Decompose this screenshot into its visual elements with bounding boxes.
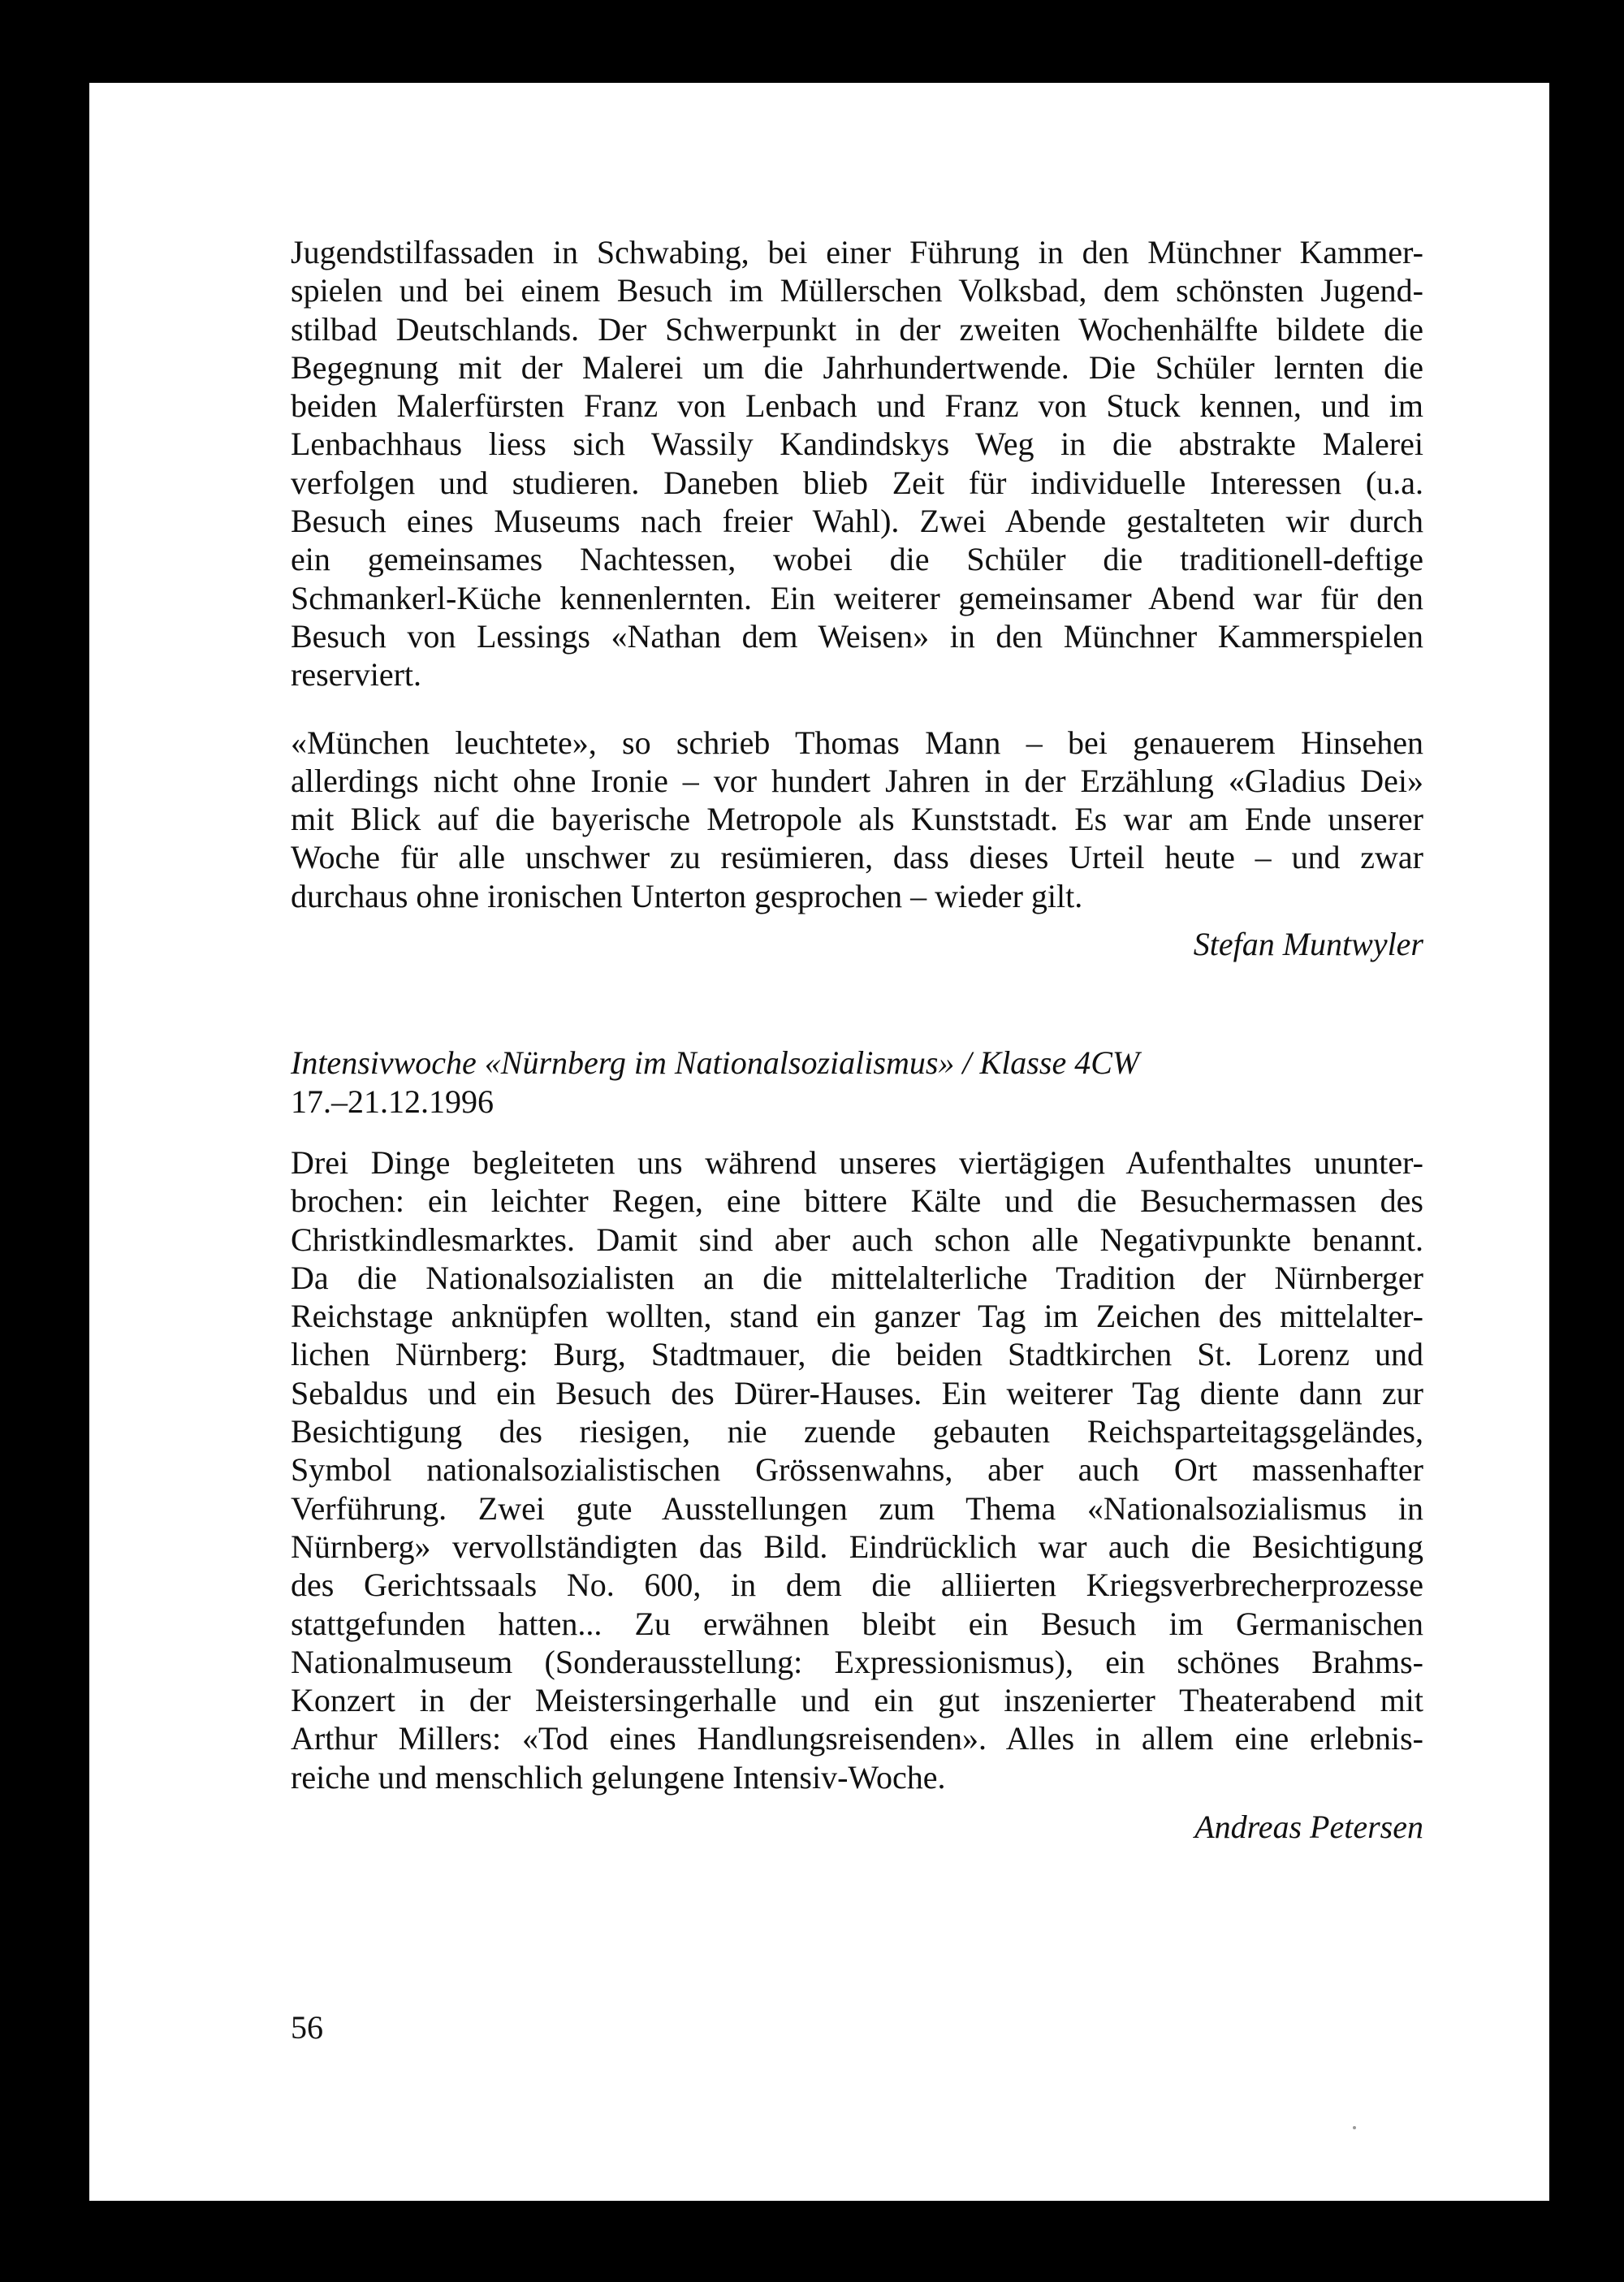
text-line: Lenbachhaus liess sich Wassily Kandindskys Weg in die abstrakte Malerei <box>291 426 1423 463</box>
text-line: Besuch eines Museums nach freier Wahl). Zwei Abende gestalteten wir durch <box>291 503 1423 540</box>
text-line: ein gemeinsames Nachtessen, wobei die Schüler die traditionell-deftige <box>291 541 1423 578</box>
text-line: Schmankerl-Küche kennenlernten. Ein weiterer gemeinsamer Abend war für den <box>291 579 1423 616</box>
page-content <box>291 233 1423 1846</box>
section-date: 17.–21.12.1996 <box>291 1083 494 1120</box>
text-line: Jugendstilfassaden in Schwabing, bei einer Führung in den Münchner Kammer- <box>291 234 1423 270</box>
section-heading: Intensivwoche «Nürnberg im Nationalsozialismus» / Klasse 4CW <box>291 1044 1140 1082</box>
text-line: Konzert in der Meistersingerhalle und ein gut inszenierter Theaterabend mit <box>291 1682 1423 1719</box>
text-line: des Gerichtssaals No. 600, in dem die alliierten Kriegsverbrecherprozesse <box>291 1567 1423 1604</box>
paragraph-schwabing <box>291 233 1423 694</box>
author-signature-petersen: Andreas Petersen <box>1194 1808 1423 1845</box>
text-line: Begegnung mit der Malerei um die Jahrhundertwende. Die Schüler lernten die <box>291 348 1423 386</box>
text-line: stattgefunden hatten... Zu erwähnen bleibt ein Besuch im Germanischen <box>291 1605 1423 1642</box>
text-line: stilbad Deutschlands. Der Schwerpunkt in der zweiten Wochenhälfte bildete die <box>291 310 1423 348</box>
document-page <box>89 83 1549 2201</box>
text-line: Besichtigung des riesigen, nie zuende gebauten Reichsparteitagsgeländes, <box>291 1413 1423 1450</box>
text-line: Nationalmuseum (Sonderausstellung: Expressionismus), ein schönes Brahms- <box>291 1643 1423 1680</box>
text-line: Symbol nationalsozialistischen Grössenwahns, aber auch Ort massenhafter <box>291 1451 1423 1489</box>
text-line: spielen und bei einem Besuch im Müllerschen Volksbad, dem schönsten Jugend- <box>291 272 1423 309</box>
paragraph-muenchen-leuchtete <box>291 724 1423 915</box>
text-line: beiden Malerfürsten Franz von Lenbach und Franz von Stuck kennen, und im <box>291 387 1423 425</box>
text-line: brochen: ein leichter Regen, eine bittere Kälte und die Besuchermassen des <box>291 1182 1423 1220</box>
text-line: Sebaldus und ein Besuch des Dürer-Hauses. Ein weiterer Tag diente dann zur <box>291 1374 1423 1411</box>
paragraph-nuernberg <box>291 1143 1423 1796</box>
author-signature-muntwyler: Stefan Muntwyler <box>1193 926 1423 963</box>
text-line: durchaus ohne ironischen Unterton gesprochen – wieder gilt. <box>291 877 1083 914</box>
text-line: lichen Nürnberg: Burg, Stadtmauer, die beiden Stadtkirchen St. Lorenz und <box>291 1336 1423 1373</box>
text-line: Woche für alle unschwer zu resümieren, dass dieses Urteil heute – und zwar <box>291 839 1423 876</box>
text-line: Nürnberg» vervollständigten das Bild. Eindrücklich war auch die Besichtigung <box>291 1528 1423 1565</box>
text-line: Drei Dinge begleiteten uns während unseres viertägigen Aufenthaltes ununter- <box>291 1143 1423 1181</box>
text-line: reserviert. <box>291 656 422 694</box>
scan-speck <box>1353 2126 1356 2129</box>
text-line: Verführung. Zwei gute Ausstellungen zum Thema «Nationalsozialismus in <box>291 1489 1423 1527</box>
text-line: «München leuchtete», so schrieb Thomas Mann – bei genauerem Hinsehen <box>291 724 1423 761</box>
text-line: reiche und menschlich gelungene Intensiv-Woche. <box>291 1758 946 1796</box>
text-line: Reichstage anknüpfen wollten, stand ein ganzer Tag im Zeichen des mittelalter- <box>291 1298 1423 1335</box>
text-line: Besuch von Lessings «Nathan dem Weisen» in den Münchner Kammerspielen <box>291 617 1423 655</box>
text-line: mit Blick auf die bayerische Metropole als Kunststadt. Es war am Ende unserer <box>291 801 1423 838</box>
text-line: Da die Nationalsozialisten an die mittelalterliche Tradition der Nürnberger <box>291 1259 1423 1296</box>
text-line: Arthur Millers: «Tod eines Handlungsreisenden». Alles in allem eine erlebnis- <box>291 1720 1423 1757</box>
text-line: allerdings nicht ohne Ironie – vor hundert Jahren in der Erzählung «Gladius Dei» <box>291 762 1423 799</box>
page-number: 56 <box>291 2009 323 2046</box>
text-line: verfolgen und studieren. Daneben blieb Zeit für individuelle Interessen (u.a. <box>291 464 1423 501</box>
text-line: Christkindlesmarktes. Damit sind aber auch schon alle Negativpunkte benannt. <box>291 1221 1423 1258</box>
